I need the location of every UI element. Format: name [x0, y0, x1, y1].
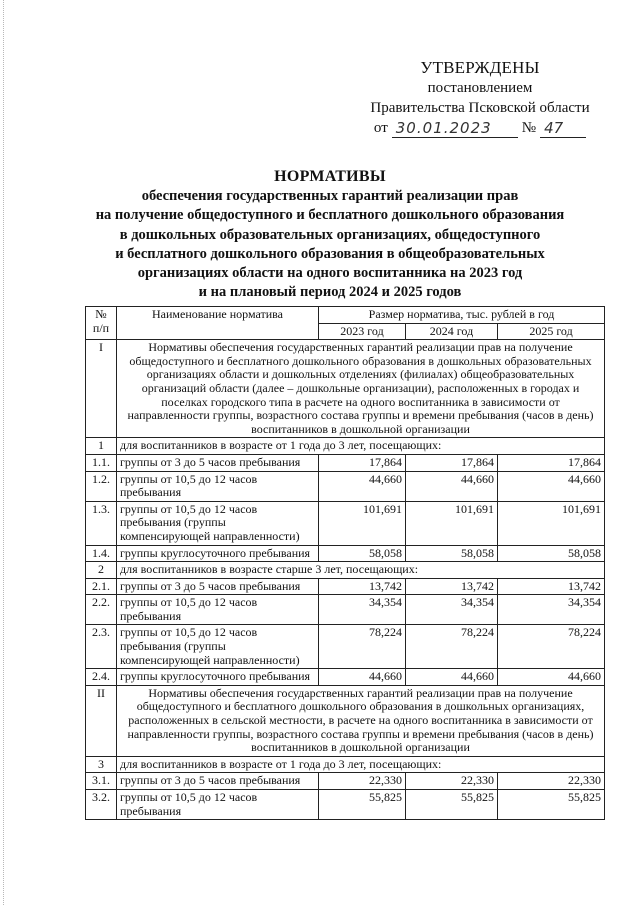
group-row-1 — [86, 438, 605, 455]
row-num: 1.2. — [86, 471, 117, 501]
header-year-2023: 2023 год — [319, 323, 406, 340]
value-2023: 44,660 — [319, 471, 406, 501]
section-num: II — [86, 685, 117, 756]
approval-dateline — [340, 118, 620, 138]
section-num: I — [86, 340, 117, 438]
approval-line3: Правительства Псковской области — [370, 100, 590, 116]
section-text: Нормативы обеспечения государственных гарантий реализации прав на получение общедоступного и бесплатного дошкольного образования в дошкольных образовательных организациях области и дошкольных отделениях (филиалах) общеобразовательных организаций области (далее – дошкольные организации), расположенных в городах и поселках городского типа в расчете на одного воспитанника в зависимости от направленности группы, возрастного состава группы и времени пребывания (часов в день) воспитанников в дошкольной организации — [117, 340, 605, 438]
date-prefix: от — [373, 120, 388, 136]
value-2024: 22,330 — [406, 773, 498, 790]
value-2025: 13,742 — [498, 578, 605, 595]
header-year-2024: 2024 год — [406, 323, 498, 340]
group-num: 2 — [86, 562, 117, 579]
value-2024: 55,825 — [406, 790, 498, 820]
row-name: группы от 10,5 до 12 часов пребывания — [117, 790, 319, 820]
number-prefix: № — [521, 120, 537, 136]
value-2023: 22,330 — [319, 773, 406, 790]
row-name: группы от 3 до 5 часов пребывания — [117, 773, 319, 790]
row-num: 3.1. — [86, 773, 117, 790]
document-title — [60, 167, 600, 303]
group-num: 3 — [86, 756, 117, 773]
value-2025: 55,825 — [498, 790, 605, 820]
section-row-II — [86, 685, 605, 756]
row-name: группы от 10,5 до 12 часов пребывания — [117, 595, 319, 625]
table-row — [86, 545, 605, 562]
value-2025: 58,058 — [498, 545, 605, 562]
value-2023: 44,660 — [319, 669, 406, 686]
header-year-2025: 2025 год — [498, 323, 605, 340]
value-2024: 17,864 — [406, 454, 498, 471]
row-num: 1.4. — [86, 545, 117, 562]
group-text: для воспитанников в возрасте от 1 года до 3 лет, посещающих: — [117, 756, 605, 773]
table-row — [86, 669, 605, 686]
handwritten-date: 30.01.2023 — [392, 119, 518, 138]
value-2024: 44,660 — [406, 471, 498, 501]
row-name: группы от 3 до 5 часов пребывания — [117, 454, 319, 471]
approval-block — [340, 58, 620, 138]
value-2023: 55,825 — [319, 790, 406, 820]
title-line: на получение общедоступного и бесплатного дошкольного образования — [95, 207, 565, 224]
header-num: № п/п — [86, 307, 117, 340]
value-2023: 101,691 — [319, 501, 406, 545]
value-2025: 44,660 — [498, 669, 605, 686]
value-2023: 17,864 — [319, 454, 406, 471]
row-name: группы круглосуточного пребывания — [117, 545, 319, 562]
value-2024: 78,224 — [406, 625, 498, 669]
value-2023: 34,354 — [319, 595, 406, 625]
norms-table — [85, 306, 605, 820]
value-2024: 101,691 — [406, 501, 498, 545]
row-num: 3.2. — [86, 790, 117, 820]
row-name: группы от 3 до 5 часов пребывания — [117, 578, 319, 595]
value-2025: 22,330 — [498, 773, 605, 790]
group-row-3 — [86, 756, 605, 773]
table-row — [86, 790, 605, 820]
title-line: в дошкольных образовательных организациях, общедоступного — [119, 226, 541, 243]
group-text: для воспитанников в возрасте старше 3 лет, посещающих: — [117, 562, 605, 579]
section-row-I — [86, 340, 605, 438]
header-row — [86, 307, 605, 324]
group-num: 1 — [86, 438, 117, 455]
value-2025: 34,354 — [498, 595, 605, 625]
table-row — [86, 501, 605, 545]
value-2024: 34,354 — [406, 595, 498, 625]
header-size-group: Размер норматива, тыс. рублей в год — [319, 307, 605, 324]
approval-heading: УТВЕРЖДЕНЫ — [420, 58, 540, 77]
value-2023: 78,224 — [319, 625, 406, 669]
title-line: и на плановый период 2024 и 2025 годов — [198, 284, 462, 301]
row-name: группы круглосуточного пребывания — [117, 669, 319, 686]
approval-line2: постановлением — [427, 80, 533, 96]
title-line: обеспечения государственных гарантий реализации прав — [141, 188, 519, 204]
header-name: Наименование норматива — [117, 307, 319, 340]
title-line: организациях области на одного воспитанника на 2023 год — [137, 265, 523, 282]
value-2025: 44,660 — [498, 471, 605, 501]
table-row — [86, 471, 605, 501]
row-num: 2.4. — [86, 669, 117, 686]
value-2024: 13,742 — [406, 578, 498, 595]
value-2024: 58,058 — [406, 545, 498, 562]
row-num: 1.1. — [86, 454, 117, 471]
table-row — [86, 578, 605, 595]
title-line: и бесплатного дошкольного образования в общеобразовательных — [115, 245, 545, 262]
value-2024: 44,660 — [406, 669, 498, 686]
row-num: 1.3. — [86, 501, 117, 545]
row-name: группы от 10,5 до 12 часов пребывания (группы компенсирующей направленности) — [117, 501, 319, 545]
group-row-2 — [86, 562, 605, 579]
handwritten-number: 47 — [540, 119, 586, 138]
section-text: Нормативы обеспечения государственных гарантий реализации прав на получение общедоступного и бесплатного дошкольного образования в дошкольных организациях, расположенных в сельской местности, в расчете на одного воспитанника в зависимости от направленности группы, возрастного состава группы и времени пребывания (часов в день) воспитанников в дошкольной организации — [117, 685, 605, 756]
group-text: для воспитанников в возрасте от 1 года до 3 лет, посещающих: — [117, 438, 605, 455]
row-name: группы от 10,5 до 12 часов пребывания — [117, 471, 319, 501]
title-main: НОРМАТИВЫ — [274, 168, 386, 185]
row-num: 2.3. — [86, 625, 117, 669]
value-2025: 101,691 — [498, 501, 605, 545]
value-2023: 13,742 — [319, 578, 406, 595]
scan-margin-dots — [3, 0, 5, 905]
table-row — [86, 625, 605, 669]
row-num: 2.1. — [86, 578, 117, 595]
row-num: 2.2. — [86, 595, 117, 625]
table-row — [86, 454, 605, 471]
value-2025: 17,864 — [498, 454, 605, 471]
value-2023: 58,058 — [319, 545, 406, 562]
table-row — [86, 773, 605, 790]
row-name: группы от 10,5 до 12 часов пребывания (группы компенсирующей направленности) — [117, 625, 319, 669]
value-2025: 78,224 — [498, 625, 605, 669]
table-row — [86, 595, 605, 625]
